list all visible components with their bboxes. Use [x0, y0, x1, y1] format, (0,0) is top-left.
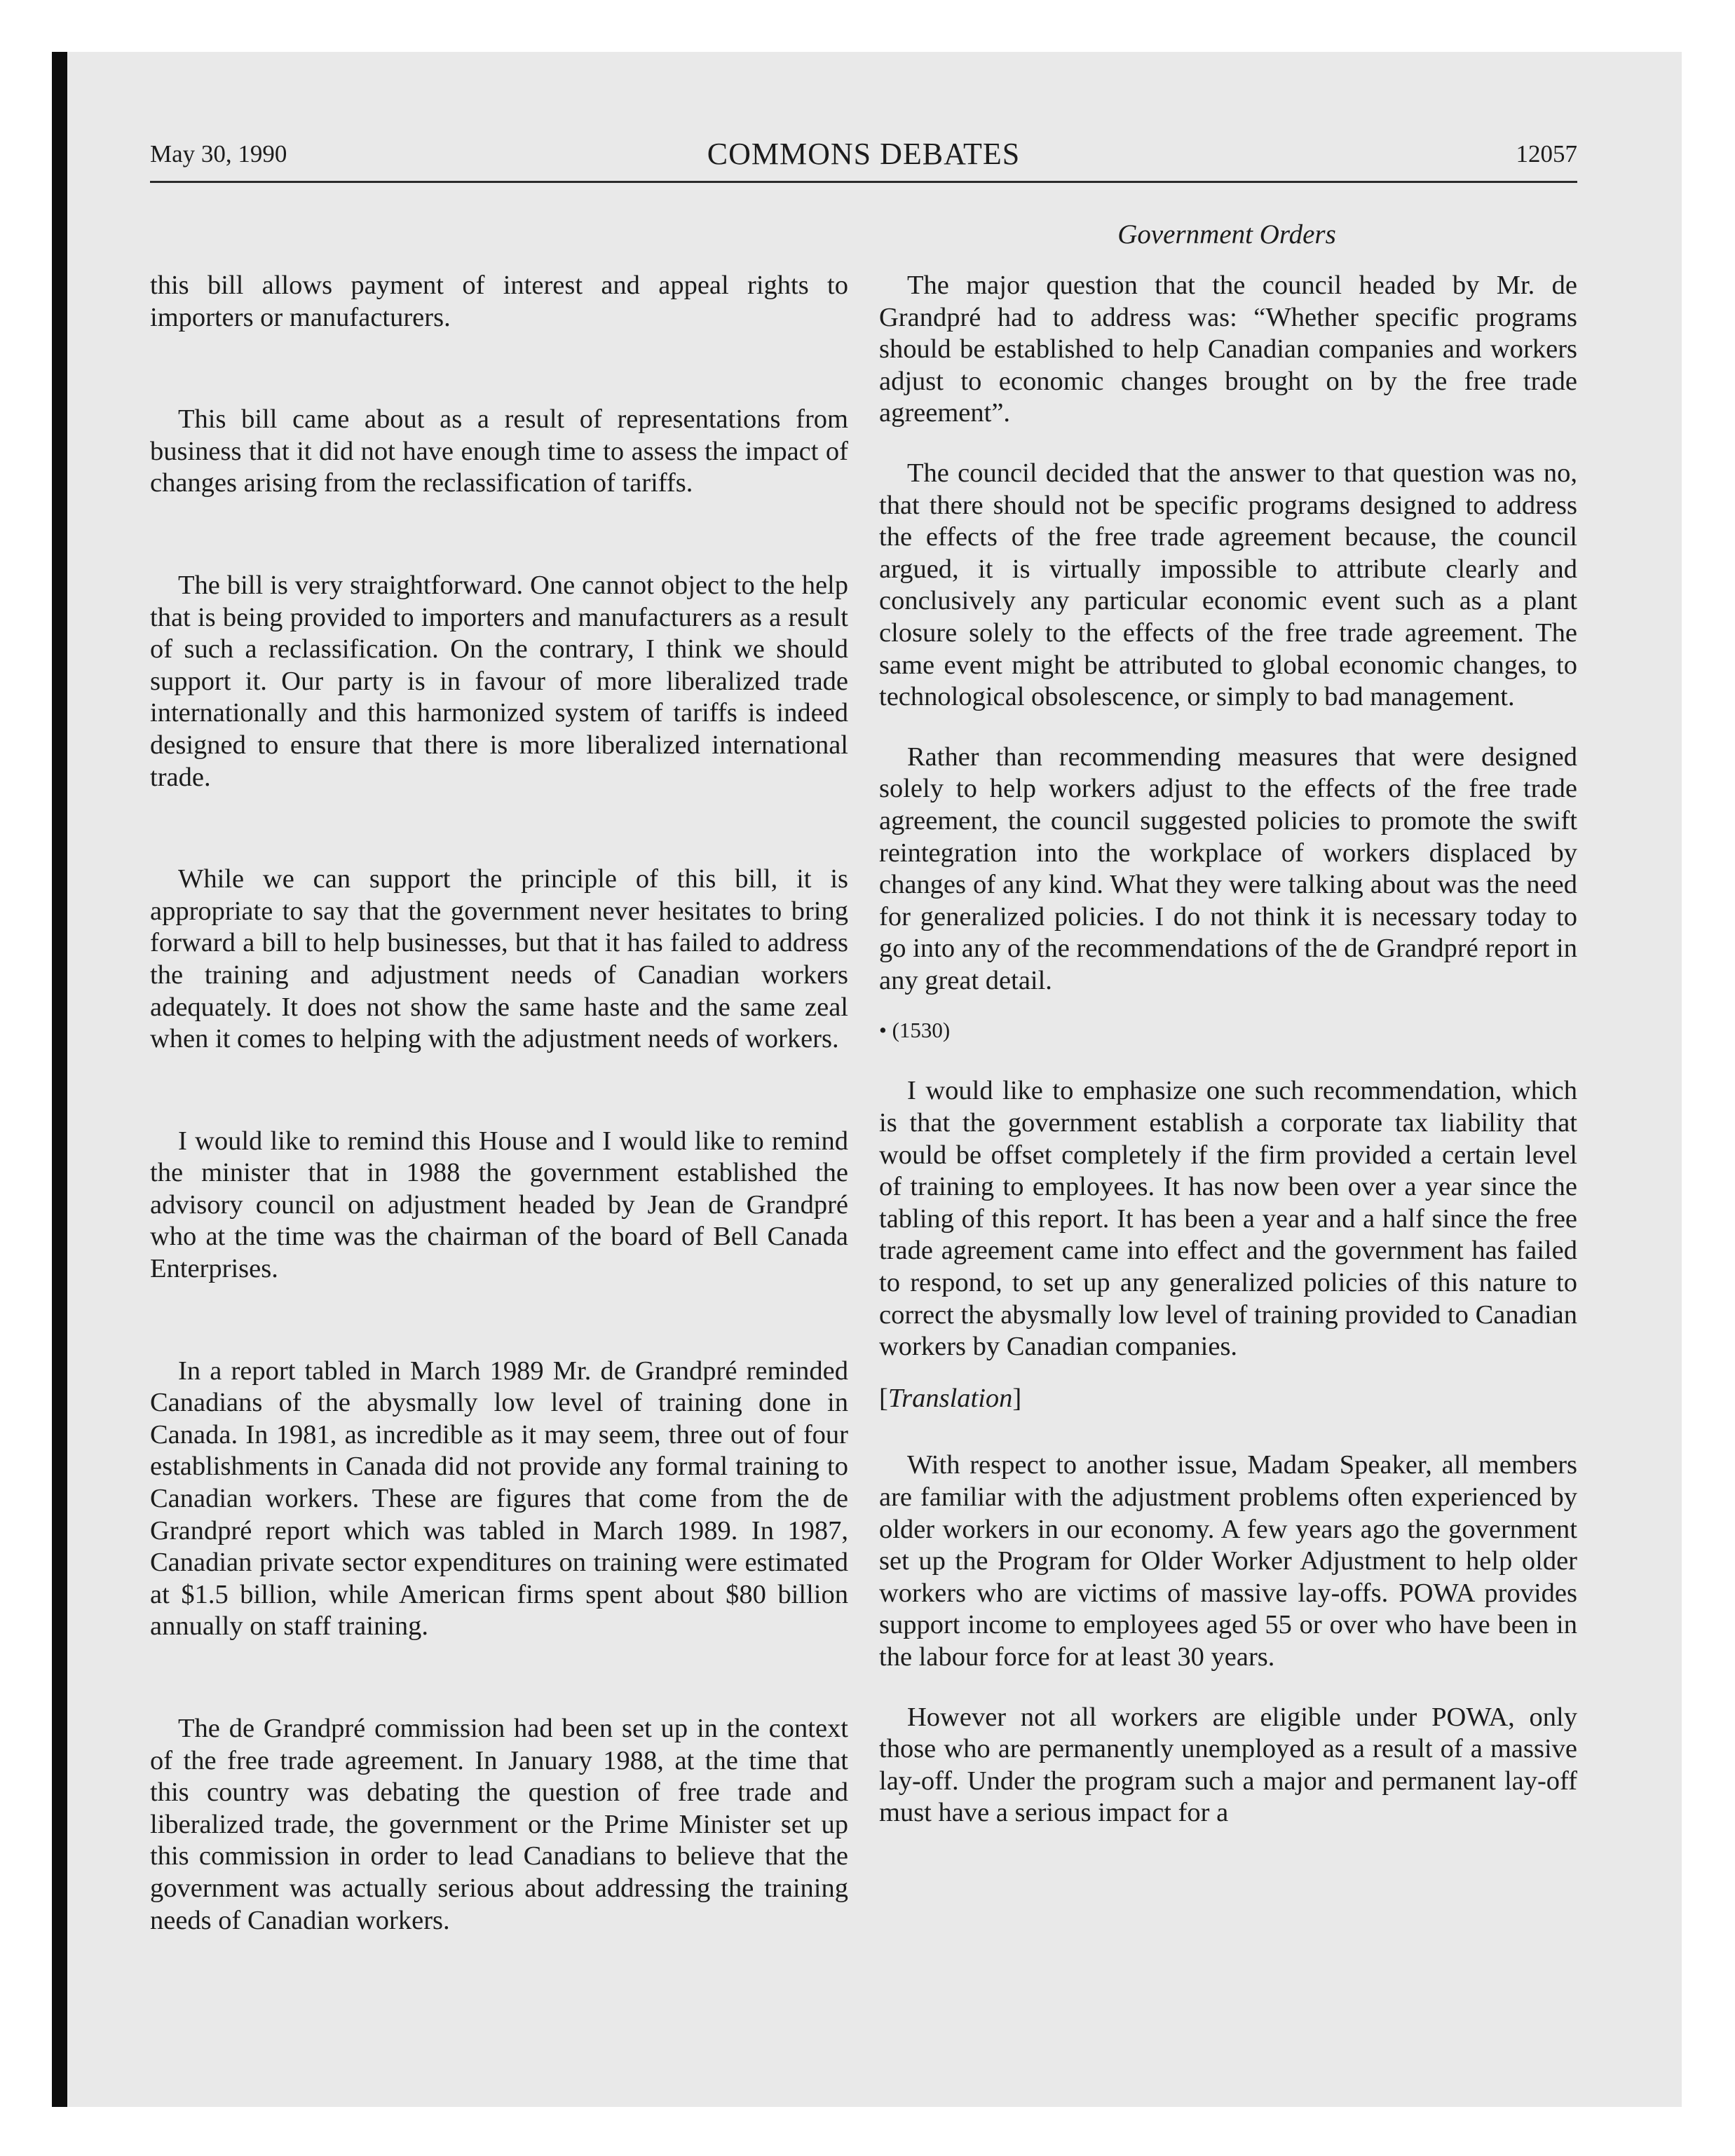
header-date: May 30, 1990	[150, 140, 287, 168]
header-title: COMMONS DEBATES	[707, 137, 1021, 171]
section-heading: Government Orders	[1117, 219, 1336, 250]
paragraph: Rather than recommending measures that were designed solely to help workers adjust to the effects of the free trade agreement, the council suggested policies to promote the swift reintegration into the workplace of workers displaced by changes of any kind. What they were talking about was the need for generalized policies. I do not think it is necessary today to go into any of the recommendations of the de Grandpré report in any great detail.	[879, 742, 1577, 995]
bracket-open: [	[879, 1383, 888, 1413]
paragraph: I would like to emphasize one such recommendation, which is that the government establish a corporate tax liability that would be offset completely if the firm provided a certain level of training to employees. It has now been over a year since the tabling of this report. It has been a year and a half since the free trade agreement came into effect and the government has failed to respond, to set up any generalized policies of this nature to correct the abysmally low level of training provided to Canadian workers by Canadian companies.	[879, 1076, 1577, 1362]
right-column	[879, 270, 1577, 1857]
paragraph: With respect to another issue, Madam Speaker, all members are familiar with the adjustment problems often experienced by older workers in our economy. A few years ago the government set up the Program for Older Worker Adjustment to help older workers who are victims of massive lay-offs. POWA provides support income to employees aged 55 or over who have been in the labour force for at least 30 years.	[879, 1450, 1577, 1672]
bracket-close: ]	[1012, 1383, 1022, 1413]
paragraph: I would like to remind this House and I would like to remind the minister that in 1988 the government established the advisory council on adjustment headed by Jean de Grandpré who at the time was the chairman of the board of Bell Canada Enterprises.	[150, 1126, 848, 1284]
paragraph: The council decided that the answer to that question was no, that there should not be specific programs designed to address the effects of the free trade agreement because, the council argued, it is virtually impossible to attribute clearly and conclusively any particular economic event such as a plant closure solely to the effects of the free trade agreement. The same event might be attributed to global economic changes, to technological obsolescence, or simply to bad management.	[879, 458, 1577, 712]
paragraph: While we can support the principle of this bill, it is appropriate to say that the government never hesitates to bring forward a bill to help businesses, but that it has failed to address the training and adjustment needs of Canadian workers adequately. It does not show the same haste and the same zeal when it comes to helping with the adjustment needs of workers.	[150, 864, 848, 1054]
left-column	[150, 270, 848, 2007]
paragraph: In a report tabled in March 1989 Mr. de Grandpré reminded Canadians of the abysmally low level of training done in Canada. In 1981, as incredible as it may seem, three out of four establishments in Canada did not provide any formal training to Canadian workers. These are figures that come from the de Grandpré report which was tabled in March 1989. In 1987, Canadian private sector expenditures on training were estimated at $1.5 billion, while American firms spent about $80 billion annually on staff training.	[150, 1356, 848, 1642]
translation-label: Translation	[887, 1383, 1013, 1413]
paragraph: The de Grandpré commission had been set up in the context of the free trade agreement. In January 1988, at the time that this country was debating the question of free trade and liberalized trade, the government or the Prime Minister set up this commission in order to lead Canadians to believe that the government was actually serious about addressing the training needs of Canadian workers.	[150, 1714, 848, 1935]
paragraph: This bill came about as a result of representations from business that it did not have enough time to assess the impact of changes arising from the reclassification of tariffs.	[150, 404, 848, 498]
time-marker: • (1530)	[879, 1018, 951, 1043]
translation-note	[879, 1383, 1577, 1415]
paragraph: The bill is very straightforward. One cannot object to the help that is being provided to importers and manufacturers as a result of such a reclassification. On the contrary, I think we should support it. Our party is in favour of more liberalized trade internationally and this harmonized system of tariffs is indeed designed to ensure that there is more liberalized international trade.	[150, 570, 848, 792]
running-head	[150, 130, 1577, 183]
paragraph: this bill allows payment of interest and appeal rights to importers or manufacturers.	[150, 271, 848, 332]
paragraph: The major question that the council headed by Mr. de Grandpré had to address was: “Whether specific programs should be established to help Canadian companies and workers adjust to economic changes brought on by the free trade agreement”.	[879, 271, 1577, 428]
binding-edge	[52, 52, 67, 2107]
header-page-number: 12057	[1516, 140, 1577, 168]
paragraph: However not all workers are eligible under POWA, only those who are permanently unemployed as a result of a massive lay-off. Under the program such a major and permanent lay-off must have a serious impact for a	[879, 1702, 1577, 1828]
